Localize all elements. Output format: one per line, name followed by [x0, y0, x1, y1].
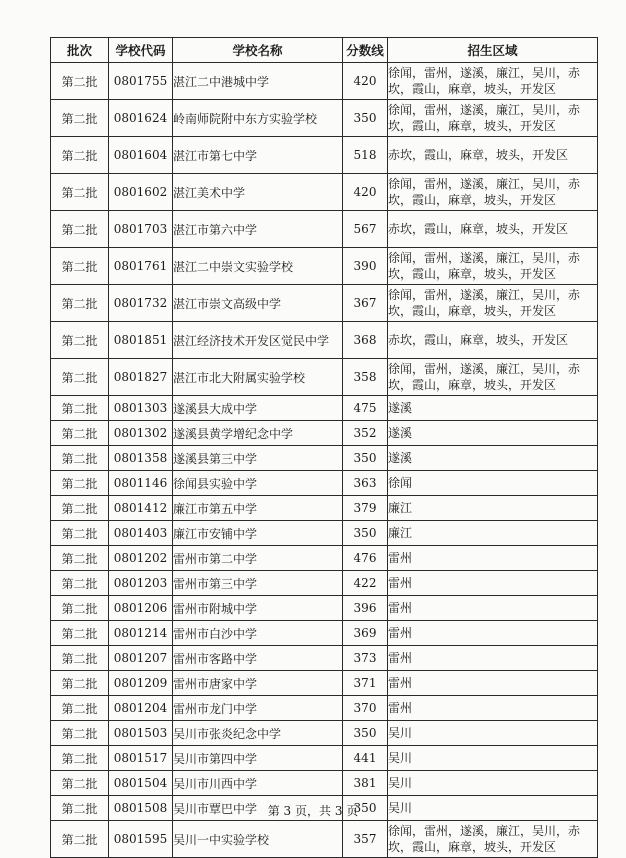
region-cell: 雷州: [388, 671, 598, 696]
score-cell: 420: [343, 63, 388, 100]
school-code-cell: 0801851: [109, 322, 173, 359]
region-cell: 徐闻: [388, 471, 598, 496]
region-cell: 雷州: [388, 546, 598, 571]
batch-cell: 第二批: [51, 137, 109, 174]
region-cell: 遂溪: [388, 421, 598, 446]
batch-cell: 第二批: [51, 471, 109, 496]
table-row: [51, 63, 598, 100]
region-cell: 徐闻，雷州，遂溪，廉江，吴川，赤坎，霞山，麻章，坡头，开发区: [388, 285, 598, 322]
school-code-cell: 0801504: [109, 771, 173, 796]
region-cell: 雷州: [388, 571, 598, 596]
table-row: [51, 322, 598, 359]
school-name-cell: 廉江市第五中学: [173, 496, 343, 521]
batch-cell: 第二批: [51, 596, 109, 621]
school-code-cell: 0801209: [109, 671, 173, 696]
score-cell: 420: [343, 174, 388, 211]
school-code-cell: 0801146: [109, 471, 173, 496]
table-row: [51, 396, 598, 421]
table-row: [51, 211, 598, 248]
header-code: 学校代码: [109, 38, 173, 63]
table-row: [51, 174, 598, 211]
batch-cell: 第二批: [51, 359, 109, 396]
score-cell: 567: [343, 211, 388, 248]
batch-cell: 第二批: [51, 248, 109, 285]
school-name-cell: 雷州市唐家中学: [173, 671, 343, 696]
region-cell: 吴川: [388, 796, 598, 821]
table-row: [51, 696, 598, 721]
school-code-cell: 0801303: [109, 396, 173, 421]
table-row: [51, 646, 598, 671]
region-cell: 遂溪: [388, 396, 598, 421]
school-name-cell: 遂溪县第三中学: [173, 446, 343, 471]
table-row: [51, 571, 598, 596]
school-name-cell: 徐闻县实验中学: [173, 471, 343, 496]
score-cell: 352: [343, 421, 388, 446]
batch-cell: 第二批: [51, 821, 109, 858]
score-cell: 369: [343, 621, 388, 646]
batch-cell: 第二批: [51, 322, 109, 359]
school-name-cell: 湛江二中港城中学: [173, 63, 343, 100]
batch-cell: 第二批: [51, 396, 109, 421]
school-name-cell: 吴川一中实验学校: [173, 821, 343, 858]
school-code-cell: 0801204: [109, 696, 173, 721]
school-name-cell: 湛江经济技术开发区觉民中学: [173, 322, 343, 359]
school-code-cell: 0801604: [109, 137, 173, 174]
region-cell: 雷州: [388, 646, 598, 671]
table-row: [51, 671, 598, 696]
school-code-cell: 0801517: [109, 746, 173, 771]
region-cell: 赤坎，霞山，麻章，坡头，开发区: [388, 137, 598, 174]
page-footer: 第 3 页，共 3 页: [267, 804, 359, 818]
region-cell: 徐闻，雷州，遂溪，廉江，吴川，赤坎，霞山，麻章，坡头，开发区: [388, 63, 598, 100]
table-row: [51, 771, 598, 796]
score-cell: 350: [343, 446, 388, 471]
table-row: [51, 137, 598, 174]
school-name-cell: 湛江市第七中学: [173, 137, 343, 174]
school-name-cell: 雷州市第二中学: [173, 546, 343, 571]
school-name-cell: 遂溪县黄学增纪念中学: [173, 421, 343, 446]
score-cell: 518: [343, 137, 388, 174]
batch-cell: 第二批: [51, 671, 109, 696]
table-row: [51, 248, 598, 285]
score-cell: 350: [343, 796, 388, 821]
batch-cell: 第二批: [51, 446, 109, 471]
admission-table: [50, 37, 598, 858]
region-cell: 雷州: [388, 596, 598, 621]
table-row: [51, 621, 598, 646]
table-row: [51, 496, 598, 521]
batch-cell: 第二批: [51, 746, 109, 771]
table-row: [51, 546, 598, 571]
region-cell: 徐闻，雷州，遂溪，廉江，吴川，赤坎，霞山，麻章，坡头，开发区: [388, 248, 598, 285]
table-row: [51, 746, 598, 771]
school-code-cell: 0801703: [109, 211, 173, 248]
header-region: 招生区域: [388, 38, 598, 63]
batch-cell: 第二批: [51, 696, 109, 721]
score-cell: 350: [343, 100, 388, 137]
score-cell: 422: [343, 571, 388, 596]
batch-cell: 第二批: [51, 571, 109, 596]
batch-cell: 第二批: [51, 421, 109, 446]
table-row: [51, 521, 598, 546]
table-row: [51, 596, 598, 621]
school-name-cell: 雷州市附城中学: [173, 596, 343, 621]
region-cell: 赤坎，霞山，麻章，坡头，开发区: [388, 211, 598, 248]
table-row: [51, 721, 598, 746]
region-cell: 雷州: [388, 621, 598, 646]
school-name-cell: 湛江市崇文高级中学: [173, 285, 343, 322]
school-name-cell: 廉江市安铺中学: [173, 521, 343, 546]
school-name-cell: 遂溪县大成中学: [173, 396, 343, 421]
batch-cell: 第二批: [51, 721, 109, 746]
batch-cell: 第二批: [51, 211, 109, 248]
table-row: [51, 421, 598, 446]
region-cell: 遂溪: [388, 446, 598, 471]
region-cell: 吴川: [388, 771, 598, 796]
school-code-cell: 0801403: [109, 521, 173, 546]
score-cell: 357: [343, 821, 388, 858]
school-name-cell: 雷州市客路中学: [173, 646, 343, 671]
school-code-cell: 0801202: [109, 546, 173, 571]
school-name-cell: 湛江市北大附属实验学校: [173, 359, 343, 396]
batch-cell: 第二批: [51, 621, 109, 646]
school-name-cell: 雷州市白沙中学: [173, 621, 343, 646]
school-code-cell: 0801761: [109, 248, 173, 285]
region-cell: 吴川: [388, 721, 598, 746]
header-score: 分数线: [343, 38, 388, 63]
batch-cell: 第二批: [51, 771, 109, 796]
school-name-cell: 雷州市第三中学: [173, 571, 343, 596]
score-cell: 371: [343, 671, 388, 696]
school-code-cell: 0801412: [109, 496, 173, 521]
table-row: [51, 100, 598, 137]
batch-cell: 第二批: [51, 285, 109, 322]
region-cell: 徐闻，雷州，遂溪，廉江，吴川，赤坎，霞山，麻章，坡头，开发区: [388, 174, 598, 211]
school-name-cell: 湛江市第六中学: [173, 211, 343, 248]
batch-cell: 第二批: [51, 496, 109, 521]
school-code-cell: 0801595: [109, 821, 173, 858]
region-cell: 徐闻，雷州，遂溪，廉江，吴川，赤坎，霞山，麻章，坡头，开发区: [388, 359, 598, 396]
score-cell: 358: [343, 359, 388, 396]
score-cell: 390: [343, 248, 388, 285]
school-code-cell: 0801732: [109, 285, 173, 322]
batch-cell: 第二批: [51, 796, 109, 821]
school-name-cell: 雷州市龙门中学: [173, 696, 343, 721]
school-code-cell: 0801358: [109, 446, 173, 471]
region-cell: 廉江: [388, 521, 598, 546]
region-cell: 雷州: [388, 696, 598, 721]
region-cell: 徐闻，雷州，遂溪，廉江，吴川，赤坎，霞山，麻章，坡头，开发区: [388, 821, 598, 858]
region-cell: 徐闻，雷州，遂溪，廉江，吴川，赤坎，霞山，麻章，坡头，开发区: [388, 100, 598, 137]
school-code-cell: 0801602: [109, 174, 173, 211]
school-code-cell: 0801206: [109, 596, 173, 621]
school-name-cell: 吴川市张炎纪念中学: [173, 721, 343, 746]
school-name-cell: 吴川市第四中学: [173, 746, 343, 771]
batch-cell: 第二批: [51, 646, 109, 671]
school-code-cell: 0801214: [109, 621, 173, 646]
table-row: [51, 446, 598, 471]
score-cell: 350: [343, 521, 388, 546]
region-cell: 廉江: [388, 496, 598, 521]
score-cell: 363: [343, 471, 388, 496]
batch-cell: 第二批: [51, 174, 109, 211]
score-cell: 475: [343, 396, 388, 421]
score-cell: 379: [343, 496, 388, 521]
batch-cell: 第二批: [51, 63, 109, 100]
table-row: [51, 285, 598, 322]
school-name-cell: 湛江美术中学: [173, 174, 343, 211]
score-cell: 381: [343, 771, 388, 796]
batch-cell: 第二批: [51, 546, 109, 571]
score-cell: 350: [343, 721, 388, 746]
score-cell: 373: [343, 646, 388, 671]
region-cell: 吴川: [388, 746, 598, 771]
score-cell: 367: [343, 285, 388, 322]
score-cell: 368: [343, 322, 388, 359]
header-name: 学校名称: [173, 38, 343, 63]
score-cell: 396: [343, 596, 388, 621]
school-code-cell: 0801624: [109, 100, 173, 137]
school-code-cell: 0801755: [109, 63, 173, 100]
score-cell: 476: [343, 546, 388, 571]
header-row: [51, 38, 598, 63]
table-row: [51, 359, 598, 396]
region-cell: 赤坎，霞山，麻章，坡头，开发区: [388, 322, 598, 359]
batch-cell: 第二批: [51, 100, 109, 137]
school-code-cell: 0801302: [109, 421, 173, 446]
table-row: [51, 471, 598, 496]
school-code-cell: 0801827: [109, 359, 173, 396]
table-row: [51, 821, 598, 858]
school-name-cell: 湛江二中崇文实验学校: [173, 248, 343, 285]
batch-cell: 第二批: [51, 521, 109, 546]
score-cell: 370: [343, 696, 388, 721]
header-batch: 批次: [51, 38, 109, 63]
school-code-cell: 0801508: [109, 796, 173, 821]
school-code-cell: 0801503: [109, 721, 173, 746]
school-name-cell: 吴川市覃巴中学: [173, 796, 343, 821]
school-code-cell: 0801207: [109, 646, 173, 671]
school-code-cell: 0801203: [109, 571, 173, 596]
school-name-cell: 吴川市川西中学: [173, 771, 343, 796]
school-name-cell: 岭南师院附中东方实验学校: [173, 100, 343, 137]
score-cell: 441: [343, 746, 388, 771]
